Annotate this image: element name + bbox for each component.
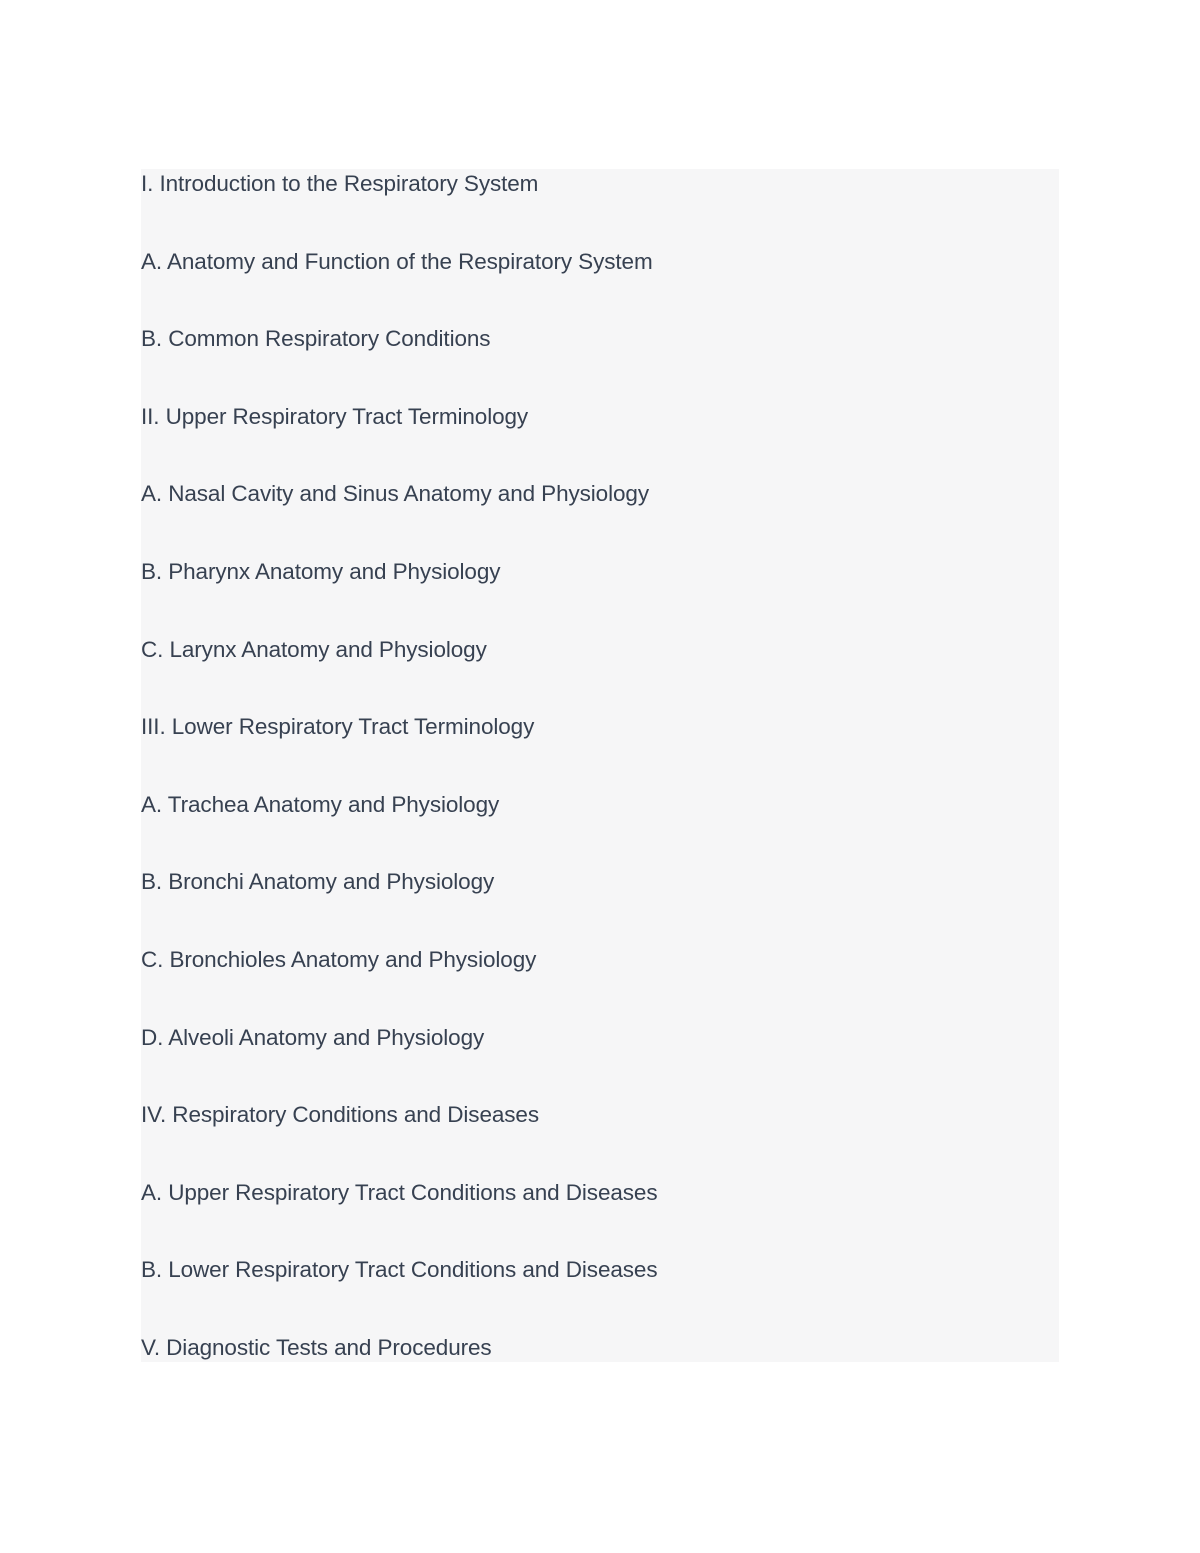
- outline-subitem-2b: B. Pharynx Anatomy and Physiology: [141, 559, 501, 584]
- outline-subitem-2c: C. Larynx Anatomy and Physiology: [141, 636, 487, 662]
- outline-subitem-3b: B. Bronchi Anatomy and Physiology: [141, 869, 495, 895]
- outline-subitem-3d: D. Alveoli Anatomy and Physiology: [141, 1024, 485, 1050]
- outline-subitem-1a: A. Anatomy and Function of the Respiratory System: [141, 248, 653, 274]
- outline-subitem-4b: B. Lower Respiratory Tract Conditions and Diseases: [141, 1257, 658, 1283]
- outline-block: [141, 169, 1059, 1362]
- outline-subitem-2a: A. Nasal Cavity and Sinus Anatomy and Physiology: [141, 481, 649, 507]
- outline-heading-4: IV. Respiratory Conditions and Diseases: [141, 1102, 539, 1128]
- outline-subitem-3a: A. Trachea Anatomy and Physiology: [141, 791, 500, 817]
- outline-heading-5: V. Diagnostic Tests and Procedures: [141, 1335, 492, 1360]
- outline-heading-1: I. Introduction to the Respiratory System: [141, 171, 539, 196]
- outline-heading-2: II. Upper Respiratory Tract Terminology: [141, 403, 529, 429]
- outline-subitem-4a: A. Upper Respiratory Tract Conditions and Diseases: [141, 1179, 658, 1205]
- outline-heading-3: III. Lower Respiratory Tract Terminology: [141, 714, 535, 740]
- outline-subitem-1b: B. Common Respiratory Conditions: [141, 326, 491, 352]
- outline-subitem-3c: C. Bronchioles Anatomy and Physiology: [141, 947, 537, 972]
